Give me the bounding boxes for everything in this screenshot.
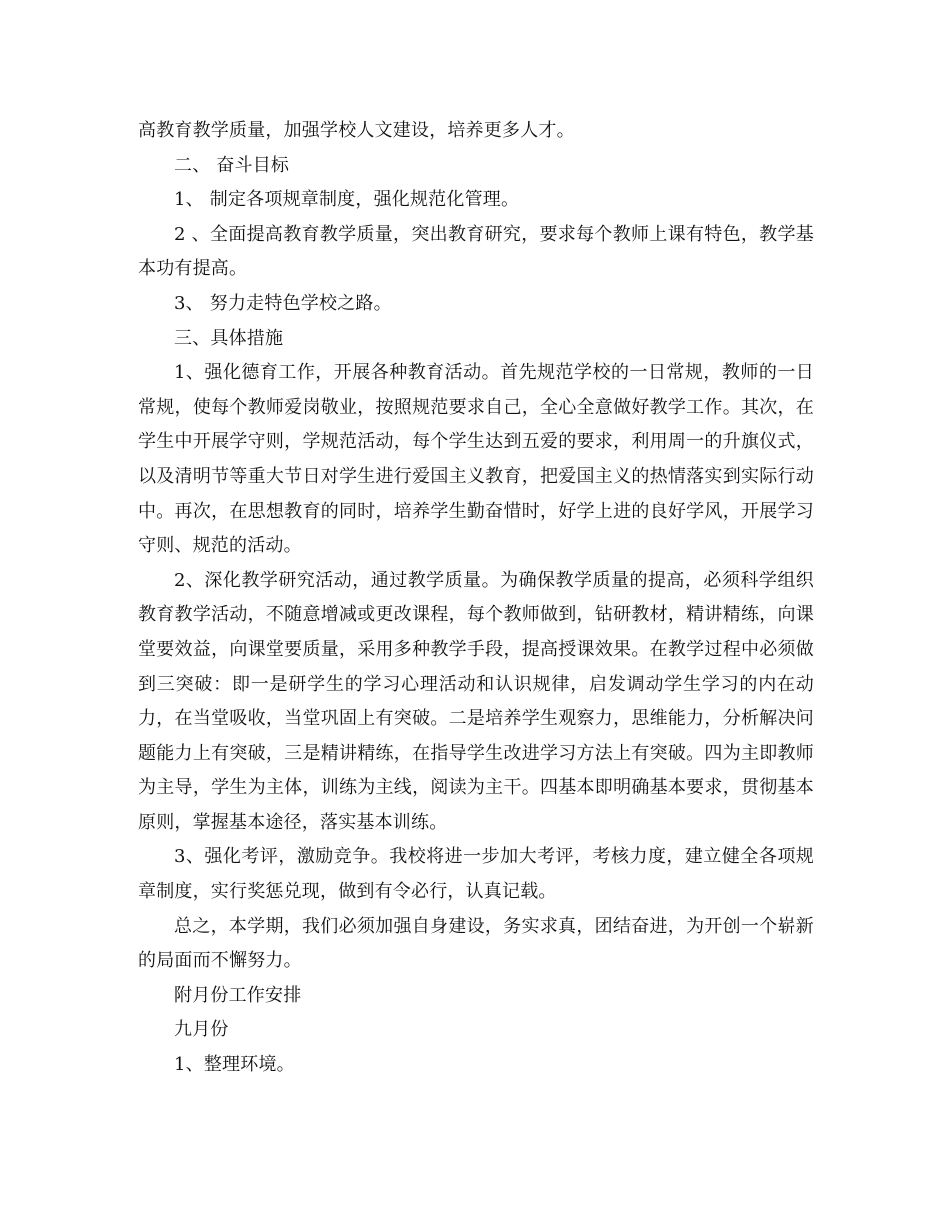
conclusion-paragraph: 总之，本学期，我们必须加强自身建设，务实求真，团结奋进，为开创一个崭新的局面而不懈努力。 [138,915,814,972]
document-body [138,114,814,1083]
goal-item-1: 1、 制定各项规章制度，强化规范化管理。 [174,189,520,211]
month-item-1: 1、整理环境。 [174,1054,295,1076]
paragraph-1: 高教育教学质量，加强学校人文建设，培养更多人才。 [138,120,575,141]
measure-item-3: 3、强化考评，激励竞争。我校将进一步加大考评，考核力度，建立健全各项规章制度，实行奖惩兑现，做到有令必行，认真记载。 [138,846,814,903]
measure-item-1: 1、强化德育工作，开展各种教育活动。首先规范学校的一日常规，教师的一日常规，使每个教师爱岗敬业，按照规范要求自己，全心全意做好教学工作。其次，在学生中开展学守则，学规范活动，每个学生达到五爱的要求，利用周一的升旗仪式，以及清明节等重大节日对学生进行爱国主义教育，把爱国主义的热情落实到实际行动中。再次，在思想教育的同时，培养学生勤奋惜时，好学上进的良好学风，开展学习守则、规范的活动。 [138,362,814,557]
appendix-heading: 附月份工作安排 [174,984,302,1006]
section-heading-goals: 二、 奋斗目标 [174,154,290,176]
goal-item-3: 3、 努力走特色学校之路。 [174,292,392,314]
section-heading-measures: 三、具体措施 [174,327,284,349]
month-heading: 九月份 [174,1019,229,1041]
measure-item-2: 2、深化教学研究活动，通过教学质量。为确保教学质量的提高，必须科学组织教育教学活动，不随意增减或更改课程，每个教师做到，钻研教材，精讲精练，向课堂要效益，向课堂要质量，采用多种教学手段，提高授课效果。在教学过程中必须做到三突破：即一是研学生的学习心理活动和认识规律，启发调动学生学习的内在动力，在当堂吸收，当堂巩固上有突破。二是培养学生观察力，思维能力，分析解决问题能力上有突破，三是精讲精练，在指导学生改进学习方法上有突破。四为主即教师为主导，学生为主体，训练为主线，阅读为主干。四基本即明确基本要求，贯彻基本原则，掌握基本途径，落实基本训练。 [138,569,814,833]
goal-item-2: 2 、全面提高教育教学质量，突出教育研究，要求每个教师上课有特色，教学基本功有提高。 [138,223,814,280]
